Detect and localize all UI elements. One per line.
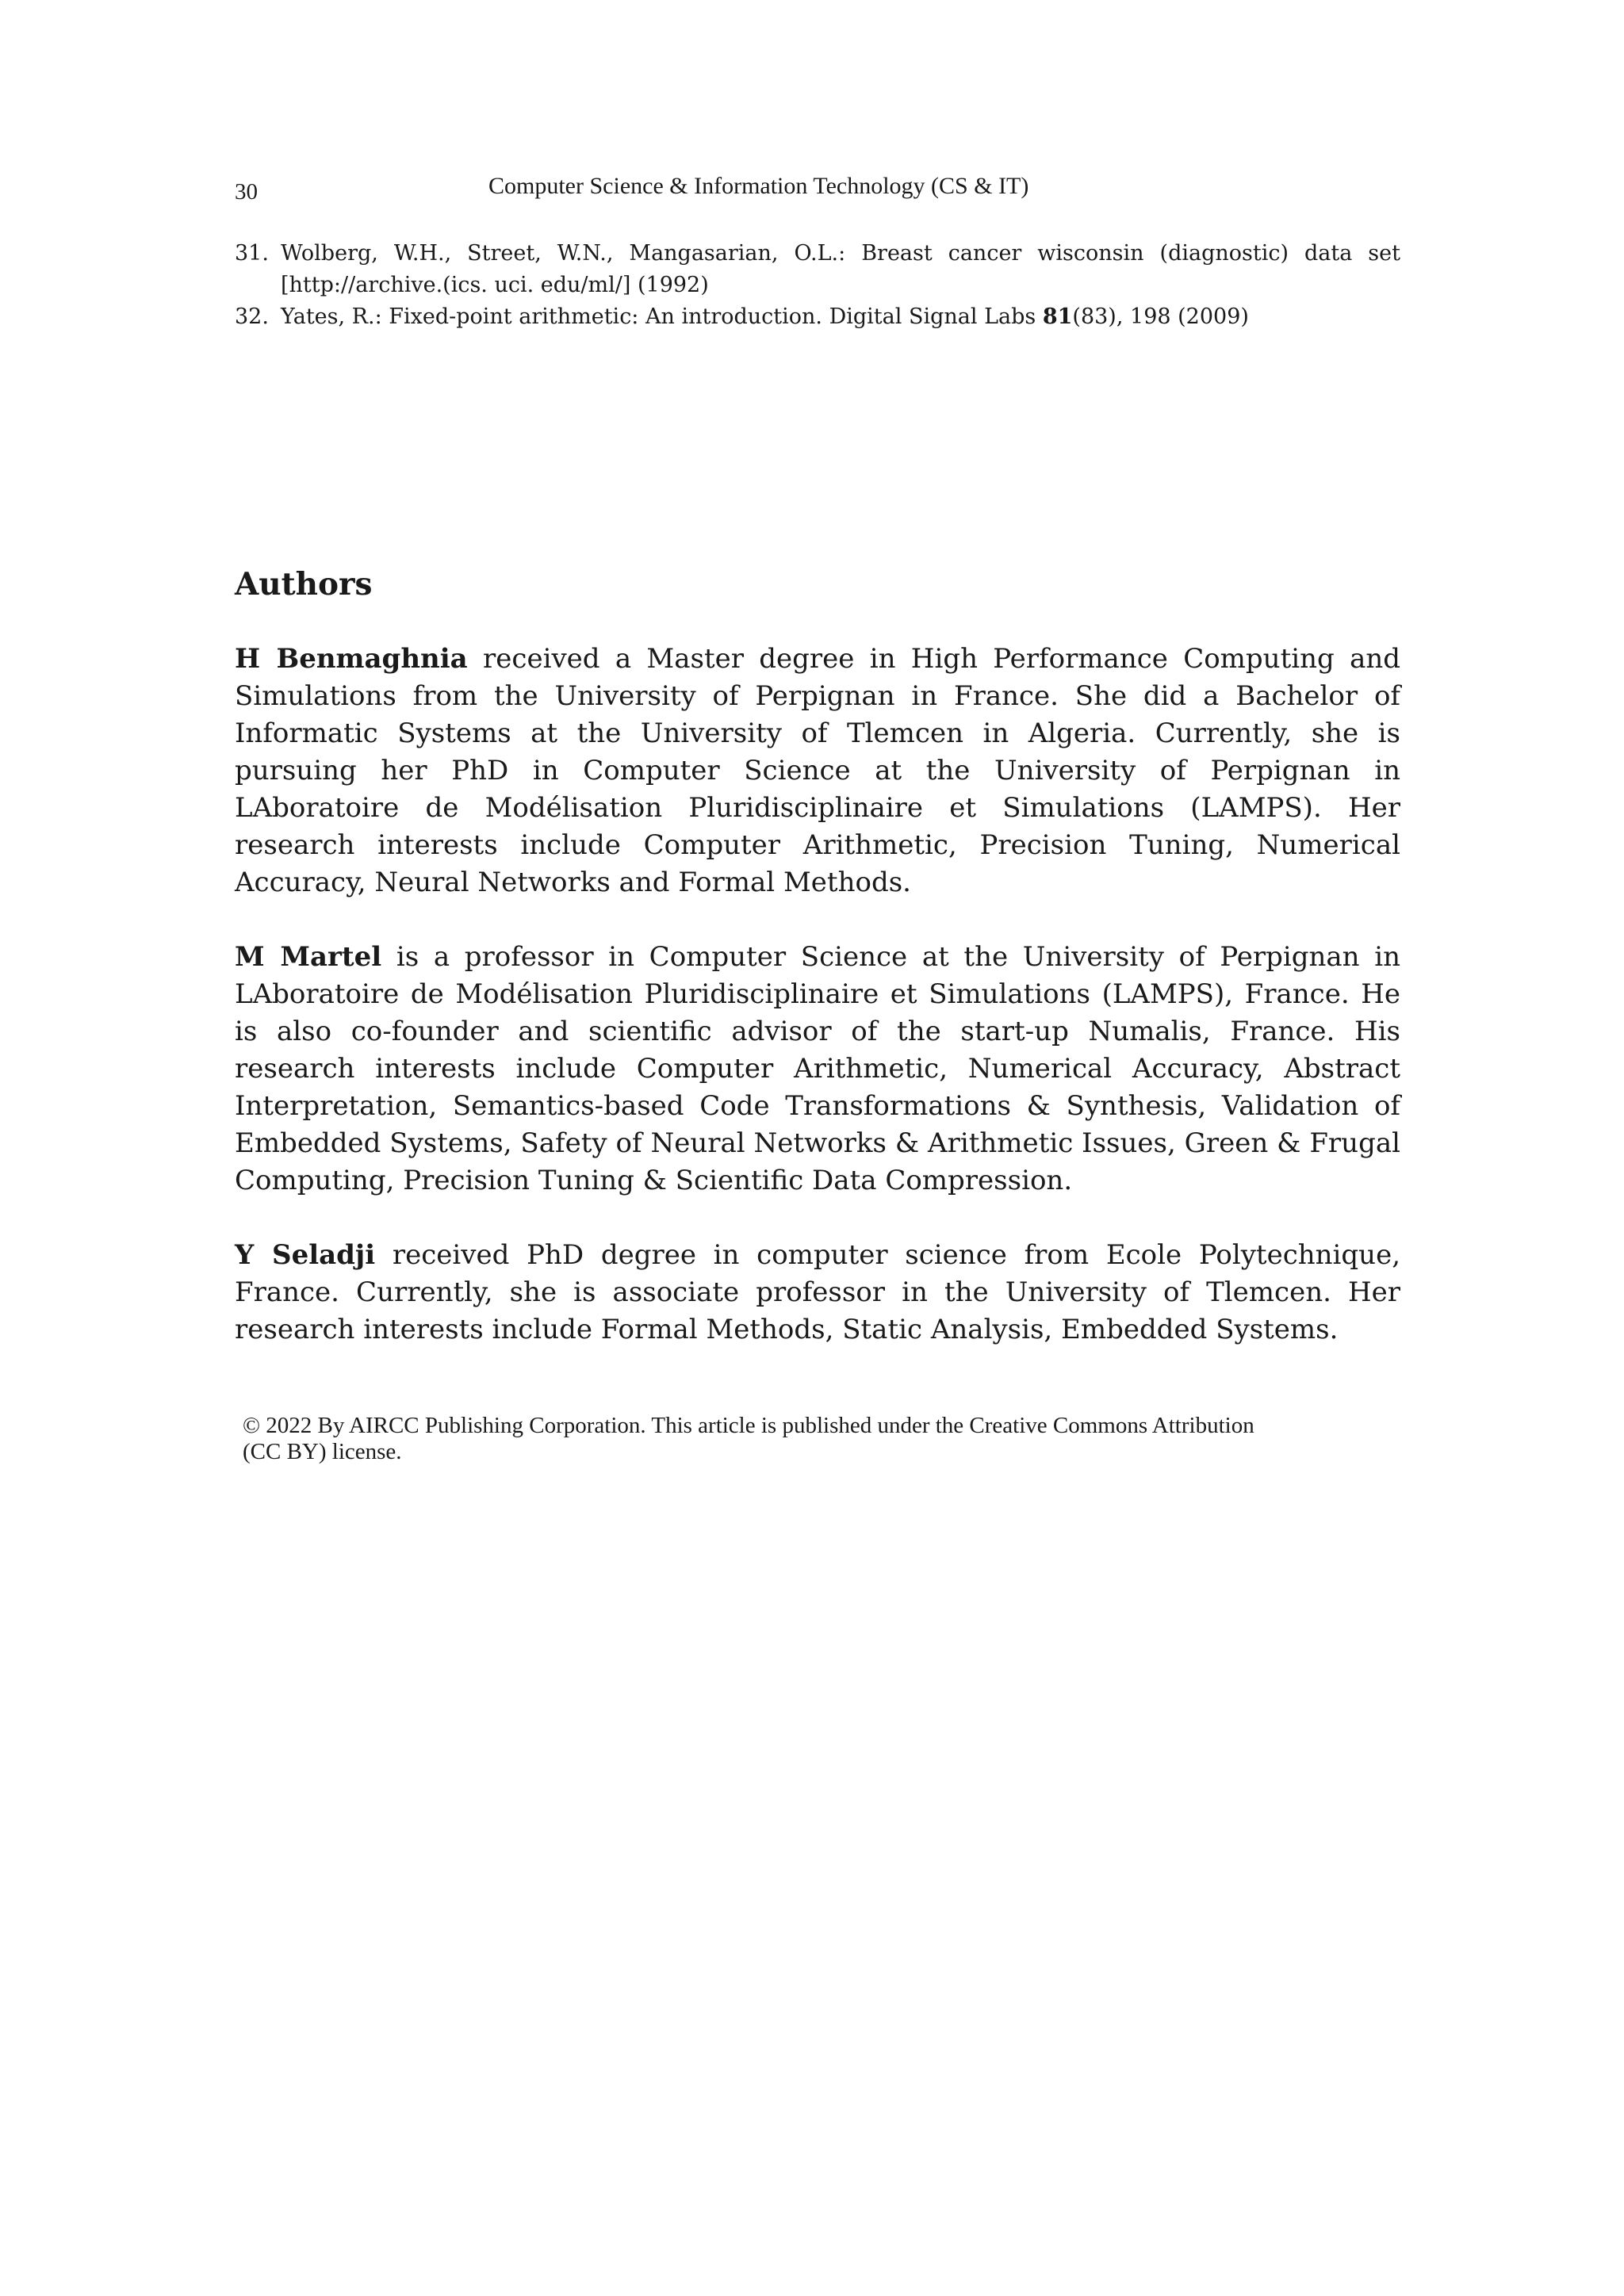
- copyright-notice: © 2022 By AIRCC Publishing Corporation. This article is published under the Creative Commons Attribution (CC BY) license.: [243, 1413, 1254, 1464]
- page-number: 30: [235, 179, 258, 205]
- running-header: Computer Science & Information Technology (CS & IT): [488, 173, 1029, 199]
- reference-volume: 81: [1042, 304, 1073, 329]
- author-bio-martel: [235, 939, 1400, 1200]
- author-bio-seladji: [235, 1237, 1400, 1349]
- author-bios: [235, 641, 1400, 1386]
- author-bio-benmaghnia: [235, 641, 1400, 901]
- reference-item: [235, 238, 1400, 301]
- reference-number: 32.: [235, 304, 269, 329]
- reference-text: Wolberg, W.H., Street, W.N., Mangasarian, O.L.: Breast cancer wisconsin (diagnostic) data set [http://archive.(ics. uci. edu/ml/] (1992): [281, 241, 1400, 297]
- authors-heading: Authors: [235, 566, 373, 603]
- author-name: Y Seladji: [235, 1239, 376, 1271]
- reference-text-tail: (83), 198 (2009): [1072, 304, 1249, 329]
- reference-item: [235, 301, 1400, 333]
- author-name: M Martel: [235, 941, 382, 973]
- author-bio-text: is a professor in Computer Science at the University of Perpignan in LAboratoire de Modélisation Pluridisciplinaire et Simulations (LAMPS), France. He is also co-founder and scientific advisor of the start-up Numalis, France. His research interests include Computer Arithmetic, Numerical Accuracy, Abstract Interpretation, Semantics-based Code Transformations & Synthesis, Validation of Embedded Systems, Safety of Neural Networks & Arithmetic Issues, Green & Frugal Computing, Precision Tuning & Scientific Data Compression.: [235, 941, 1400, 1196]
- reference-number: 31.: [235, 241, 269, 266]
- reference-text: Yates, R.: Fixed-point arithmetic: An introduction. Digital Signal Labs: [281, 304, 1036, 329]
- author-name: H Benmaghnia: [235, 643, 468, 675]
- author-bio-text: received a Master degree in High Performance Computing and Simulations from the University of Perpignan in France. She did a Bachelor of Informatic Systems at the University of Tlemcen in Algeria. Currently, she is pursuing her PhD in Computer Science at the University of Perpignan in LAboratoire de Modélisation Pluridisciplinaire et Simulations (LAMPS). Her research interests include Computer Arithmetic, Precision Tuning, Numerical Accuracy, Neural Networks and Formal Methods.: [235, 643, 1401, 898]
- reference-list: [235, 238, 1400, 333]
- author-bio-text: received PhD degree in computer science from Ecole Polytechnique, France. Currently, she is associate professor in the University of Tlemcen. Her research interests include Formal Methods, Static Analysis, Embedded Systems.: [235, 1239, 1400, 1345]
